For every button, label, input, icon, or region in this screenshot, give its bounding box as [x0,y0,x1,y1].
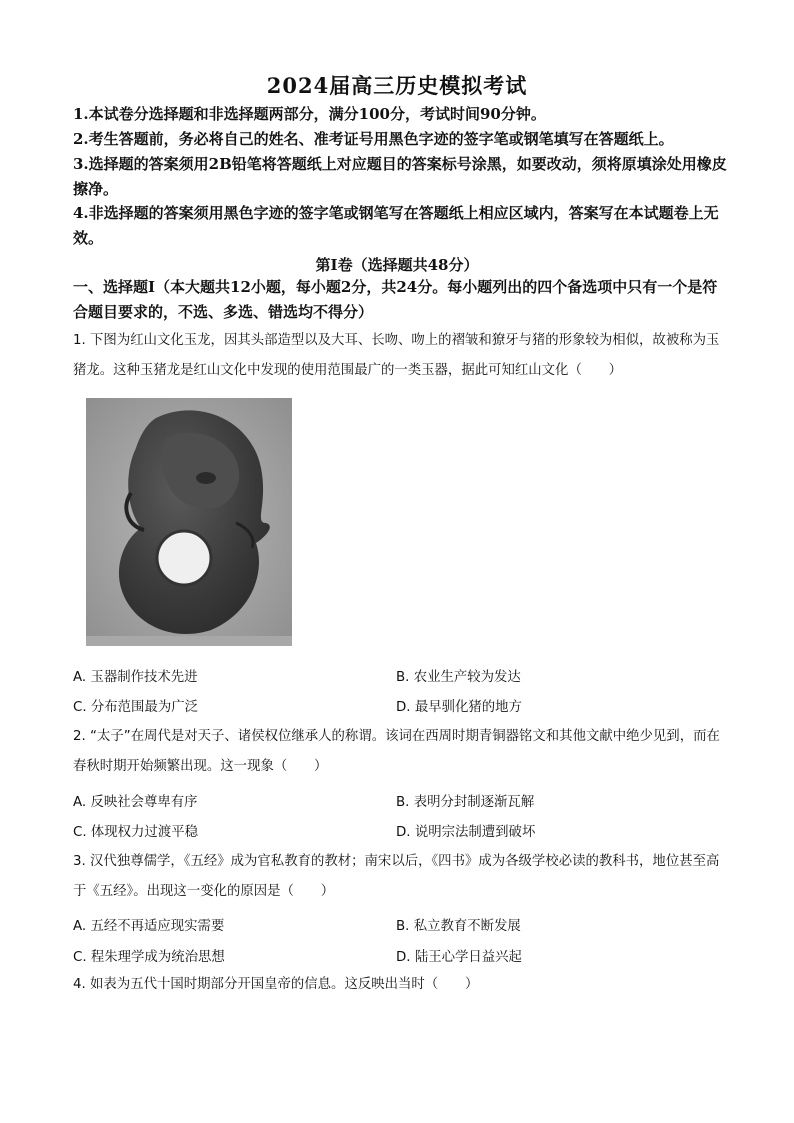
q3-option-b: B. 私立教育不断发展 [396,919,521,934]
q2-option-c: C. 体现权力过渡平稳 [73,825,198,840]
q1-option-c: C. 分布范围最为广泛 [73,700,198,715]
q3-option-a: A. 五经不再适应现实需要 [73,919,225,934]
q1-option-d: D. 最早驯化猪的地方 [396,700,522,715]
notice-2: 2.考生答题前，务必将自己的姓名、准考证号用黑色字迹的签字笔或钢笔填写在答题纸上。 [73,130,674,148]
q1-option-b: B. 农业生产较为发达 [396,670,521,685]
part-title: 一、选择题Ⅰ（本大题共12小题，每小题2分，共24分。每小题列出的四个备选项中只有一个是符合题目要求的，不选、多选、错选均不得分） [73,278,718,321]
section-title: 第Ⅰ卷（选择题共48分） [315,256,479,274]
notice-1: 1.本试卷分选择题和非选择题两部分，满分100分，考试时间90分钟。 [73,105,546,123]
exam-title: 2024届高三历史模拟考试 [266,73,528,98]
question-4-stem: 4. 如表为五代十国时期部分开国皇帝的信息。这反映出当时（ ） [73,977,479,992]
question-3-stem: 3. 汉代独尊儒学，《五经》成为官私教育的教材；南宋以后，《四书》成为各级学校必读的教科书，地位甚至高于《五经》。出现这一变化的原因是（ ） [73,854,720,899]
notice-3: 3.选择题的答案须用2B铅笔将答题纸上对应题目的答案标号涂黑，如要改动，须将原填涂处用橡皮擦净。 [73,155,727,198]
question-2-stem: 2. “太子”在周代是对天子、诸侯权位继承人的称谓。该词在西周时期青铜器铭文和其他文献中绝少见到，而在春秋时期开始频繁出现。这一现象（ ） [73,729,720,774]
q3-option-c: C. 程朱理学成为统治思想 [73,950,225,965]
q2-option-b: B. 表明分封制逐渐瓦解 [396,795,535,810]
q3-option-d: D. 陆王心学日益兴起 [396,950,522,965]
jade-pig-dragon-photo [86,398,292,646]
notice-4: 4.非选择题的答案须用黑色字迹的签字笔或钢笔写在答题纸上相应区域内，答案写在本试题卷上无效。 [73,204,719,247]
q2-option-a: A. 反映社会尊卑有序 [73,795,198,810]
q2-option-d: D. 说明宗法制遭到破坏 [396,825,536,840]
q1-option-a: A. 玉器制作技术先进 [73,670,198,685]
question-1-stem: 1. 下图为红山文化玉龙，因其头部造型以及大耳、长吻、吻上的褶皱和獠牙与猪的形象较为相似，故被称为玉猪龙。这种玉猪龙是红山文化中发现的使用范围最广的一类玉器，据此可知红山文化（ ） [73,333,720,378]
